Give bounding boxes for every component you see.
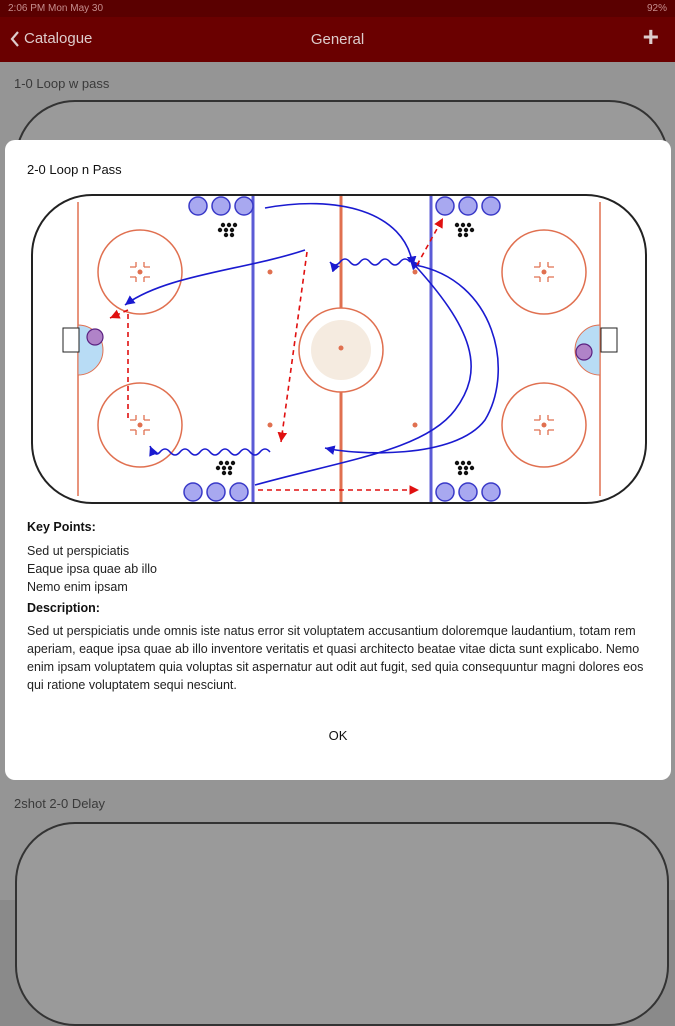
key-points-heading: Key Points: xyxy=(27,520,96,534)
key-point-item: Sed ut perspiciatis xyxy=(27,544,130,558)
drill-title: 2-0 Loop n Pass xyxy=(27,162,122,177)
goal-net-left xyxy=(63,328,79,352)
list-item-rink[interactable] xyxy=(15,822,669,1026)
battery-indicator: 92% xyxy=(646,3,667,14)
list-item-label[interactable]: 2shot 2-0 Delay xyxy=(14,796,106,811)
page-title: General xyxy=(310,31,365,48)
rink-diagram xyxy=(25,190,653,510)
add-button[interactable]: + xyxy=(642,21,659,52)
key-point-item: Eaque ipsa quae ab illo xyxy=(27,562,157,576)
status-time: 2:06 PM Mon May 30 xyxy=(8,3,104,14)
description-text: Sed ut perspiciatis unde omnis iste natus error sit voluptatem accusantium doloremque laudantium, totam rem aperiam, eaque ipsa quae ab illo inventore veritatis et quasi architecto beatae vitae dicta sunt explicabo. Nemo enim ipsam voluptatem quia voluptas sit aspernatur aut odit aut fugit, sed quia consequuntur magni dolores eos qui ratione voluptatem sequi nesciunt. xyxy=(27,624,644,692)
navigation-bar xyxy=(0,17,675,62)
list-item-label[interactable]: 1-0 Loop w pass xyxy=(14,76,110,91)
back-button-label: Catalogue xyxy=(24,30,93,47)
status-bar xyxy=(0,0,675,17)
goal-net-right xyxy=(601,328,617,352)
drill-detail-dialog xyxy=(5,140,671,780)
ok-button[interactable]: OK xyxy=(328,728,348,743)
description-heading: Description: xyxy=(27,601,100,615)
key-point-item: Nemo enim ipsam xyxy=(27,580,128,594)
